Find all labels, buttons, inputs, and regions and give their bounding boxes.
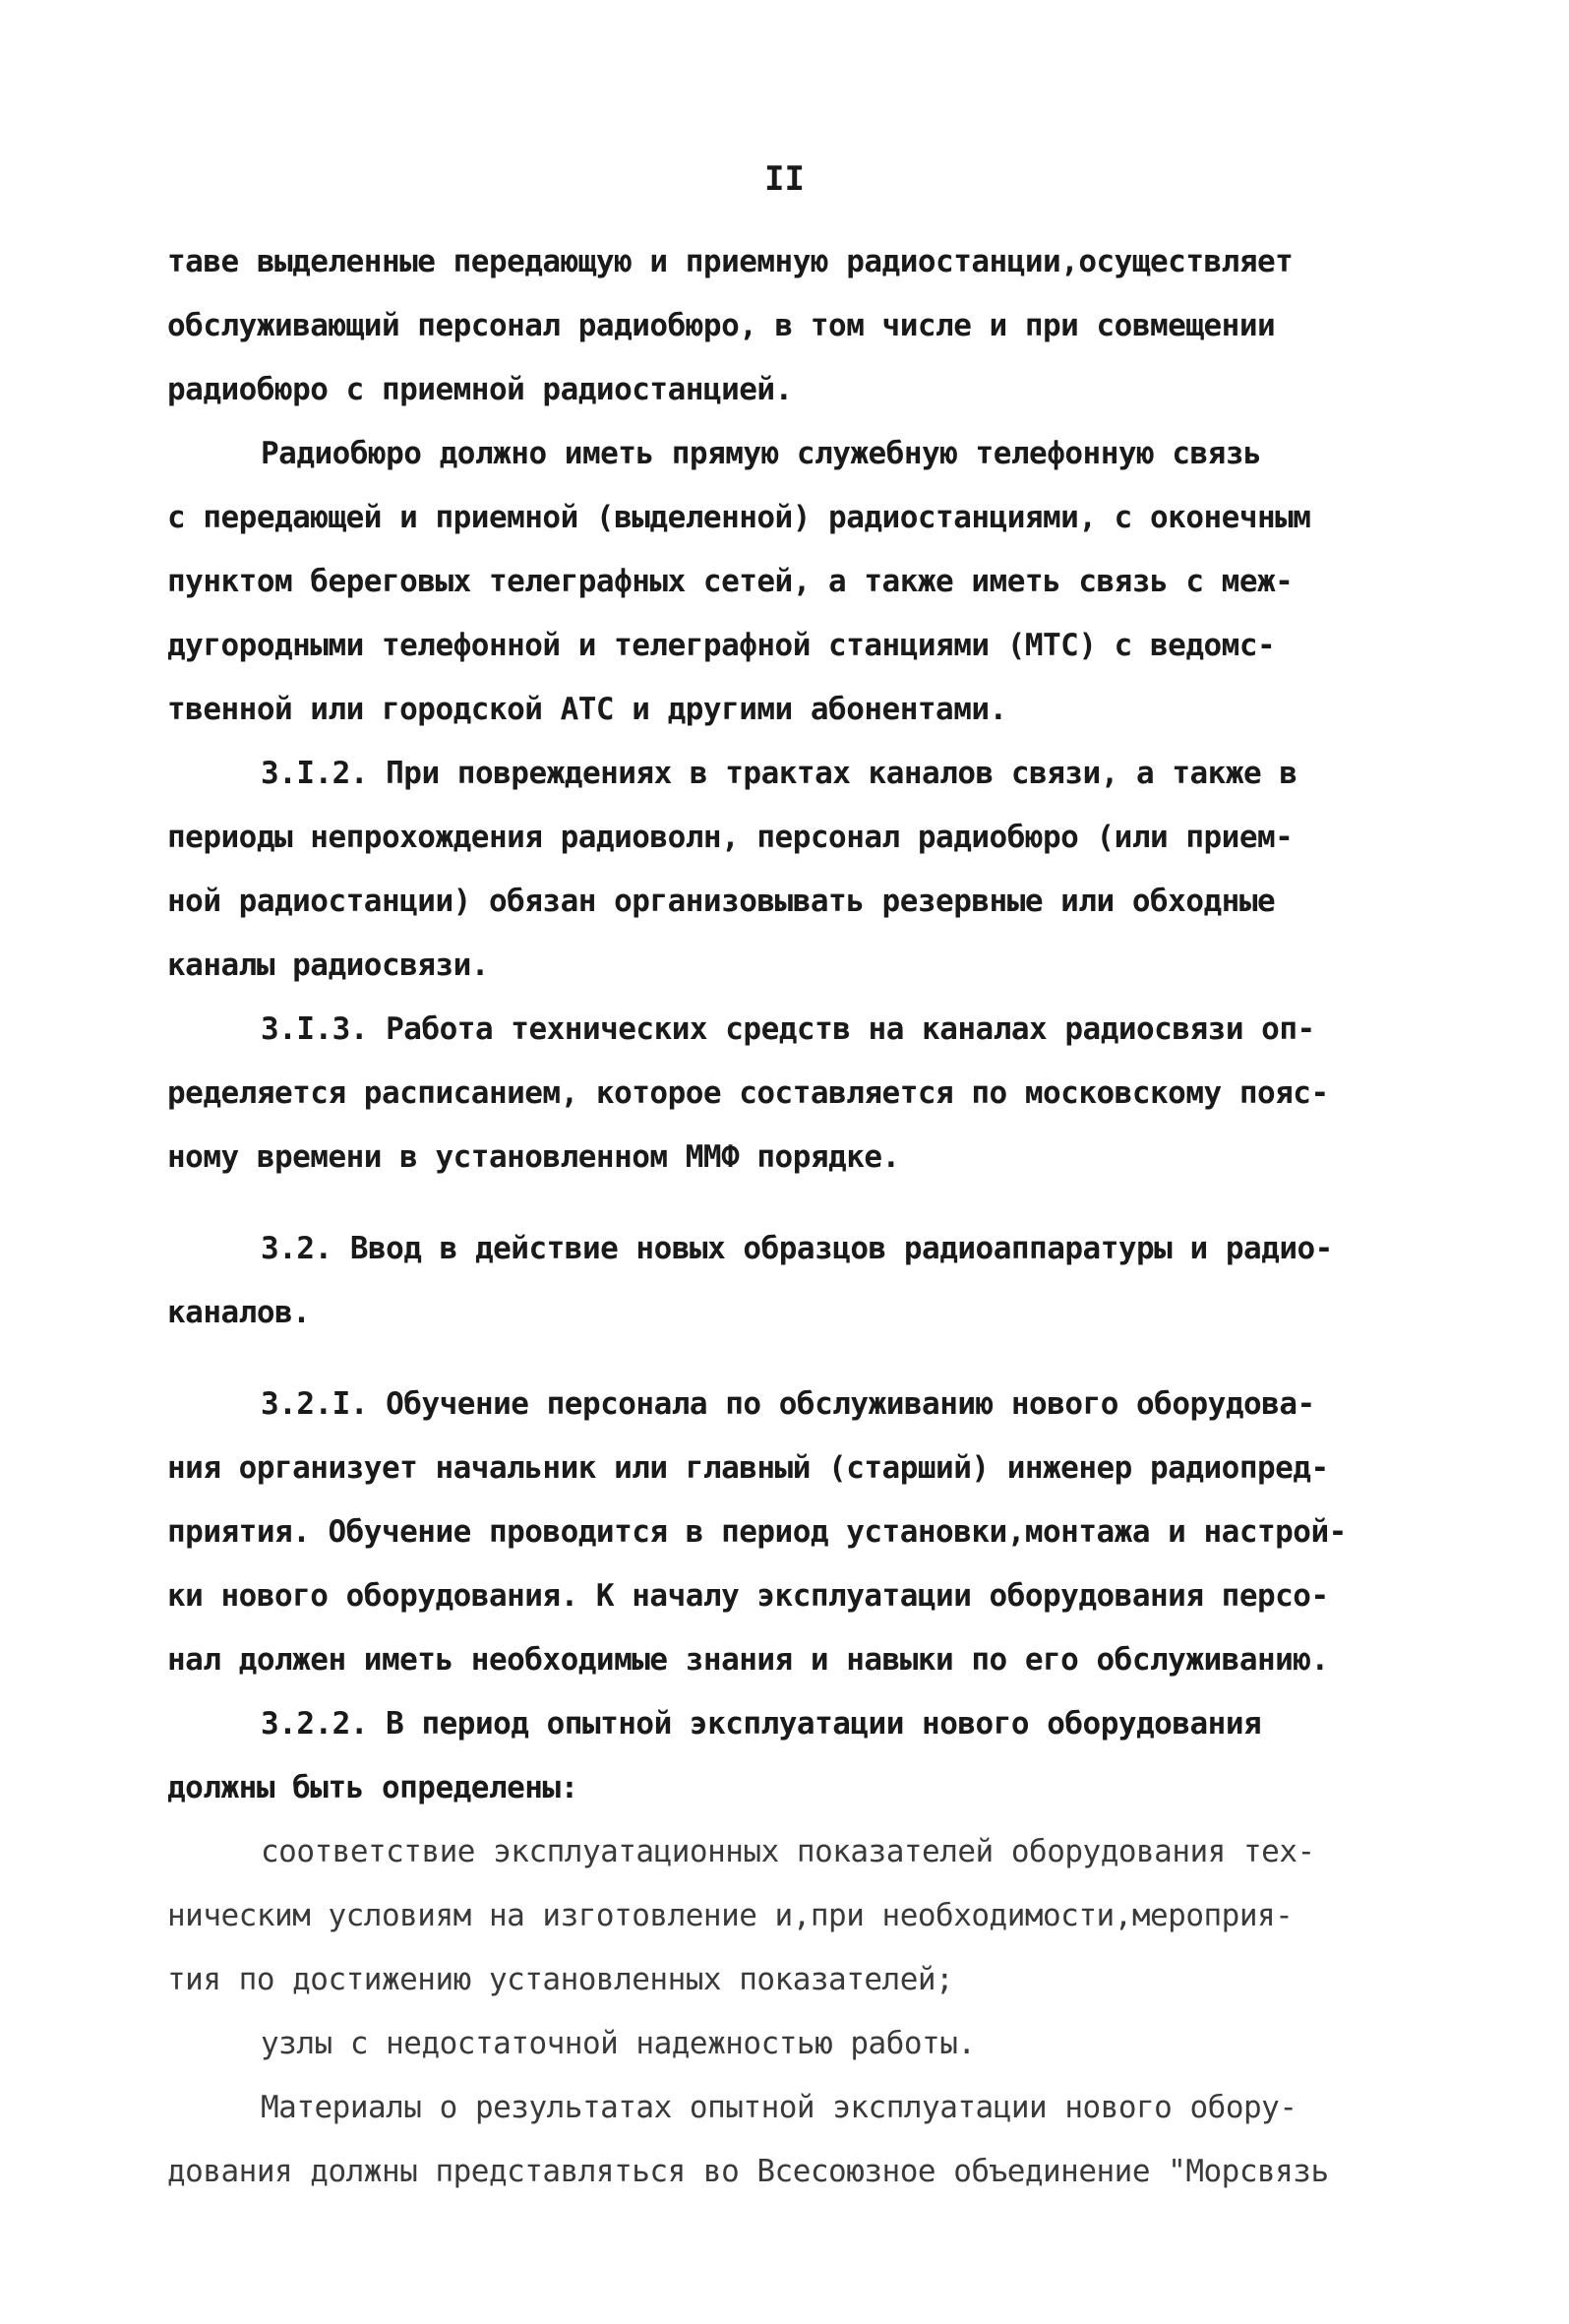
list-item-line: узлы с недостаточной надежностью работы.: [261, 2026, 976, 2061]
text-line: таве выделенные передающую и приемную радиостанции,осуществляет: [167, 244, 1294, 279]
section-3-1-2-line: 3.I.2. При повреждениях в трактах каналов связи, а также в: [261, 756, 1297, 791]
text-line: каналы радиосвязи.: [167, 948, 489, 983]
text-line: каналов.: [167, 1295, 311, 1330]
text-line: радиобюро с приемной радиостанцией.: [167, 372, 793, 407]
text-line: пунктом береговых телеграфных сетей, а также иметь связь с меж-: [167, 564, 1294, 599]
text-line: ной радиостанции) обязан организовывать резервные или обходные: [167, 884, 1276, 919]
text-line: тия по достижению установленных показателей;: [167, 1962, 954, 1997]
text-line: нал должен иметь необходимые знания и навыки по его обслуживанию.: [167, 1642, 1329, 1678]
text-line: ки нового оборудования. К началу эксплуатации оборудования персо-: [167, 1578, 1329, 1614]
text-line: с передающей и приемной (выделенной) радиостанциями, с оконечным: [167, 500, 1311, 535]
text-line: должны быть определены:: [167, 1770, 578, 1805]
section-3-2-heading: 3.2. Ввод в действие новых образцов радиоаппаратуры и радио-: [261, 1231, 1333, 1266]
section-3-2-2-line: 3.2.2. В период опытной эксплуатации нового оборудования: [261, 1706, 1262, 1742]
text-line: приятия. Обучение проводится в период установки,монтажа и настрой-: [167, 1514, 1347, 1550]
list-item-line: соответствие эксплуатационных показателей оборудования тех-: [261, 1834, 1315, 1869]
text-line: дугородными телефонной и телеграфной станциями (МТС) с ведомс-: [167, 628, 1276, 663]
text-line: дования должны представляться во Всесоюзное объединение "Морсвязь: [167, 2154, 1329, 2189]
text-line: периоды непрохождения радиоволн, персонал радиобюро (или прием-: [167, 820, 1294, 855]
text-line: ническим условиям на изготовление и,при необходимости,мероприя-: [167, 1898, 1294, 1933]
text-line: ния организует начальник или главный (старший) инженер радиопред-: [167, 1450, 1329, 1486]
section-3-2-1-line: 3.2.I. Обучение персонала по обслуживанию нового оборудова-: [261, 1386, 1315, 1422]
paragraph-start-line: Материалы о результатах опытной эксплуатации нового обору-: [261, 2090, 1297, 2125]
text-line: твенной или городской АТС и другими абонентами.: [167, 692, 1007, 727]
page-number: II: [764, 159, 805, 199]
text-line: ному времени в установленном ММФ порядке.: [167, 1139, 900, 1175]
paragraph-start-line: Радиобюро должно иметь прямую служебную телефонную связь: [261, 436, 1262, 471]
section-3-1-3-line: 3.I.3. Работа технических средств на каналах радиосвязи оп-: [261, 1011, 1315, 1047]
text-line: обслуживающий персонал радиобюро, в том числе и при совмещении: [167, 308, 1276, 343]
text-line: ределяется расписанием, которое составляется по московскому пояс-: [167, 1075, 1329, 1111]
